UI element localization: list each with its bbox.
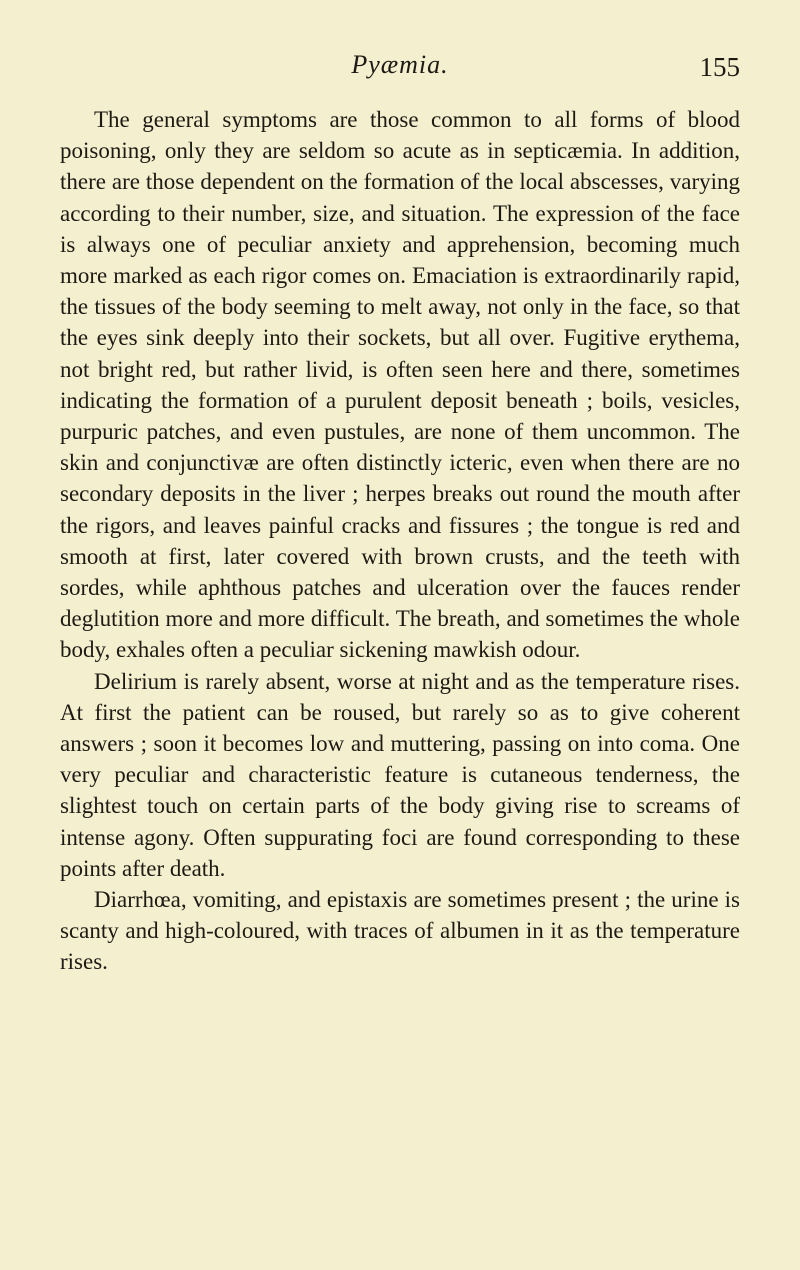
- paragraph-diarrhoea: Diarrhœa, vomiting, and epistaxis are sometimes present ; the urine is scanty and high-coloured, with traces of albumen in it as the temperature rises.: [60, 887, 740, 975]
- running-title: Pyæmia.: [351, 50, 449, 79]
- body-text: [60, 104, 740, 978]
- running-head: [60, 50, 740, 94]
- paragraph-general-symptoms: The general symptoms are those common to all forms of blood poisoning, only they are seldom so acute as in septicæmia. In addition, there are those dependent on the formation of the local abscesses, varying according to their number, size, and situation. The expression of the face is always one of peculiar anxiety and apprehension, becoming much more marked as each rigor comes on. Emaciation is extraordinarily rapid, the tissues of the body seeming to melt away, not only in the face, so that the eyes sink deeply into their sockets, but all over. Fugitive erythema, not bright red, but rather livid, is often seen here and there, sometimes indicating the formation of a purulent deposit beneath ; boils, vesicles, purpuric patches, and even pustules, are none of them uncommon. The skin and conjunctivæ are often distinctly icteric, even when there are no secondary deposits in the liver ; herpes breaks out round the mouth after the rigors, and leaves painful cracks and fissures ; the tongue is red and smooth at first, later covered with brown crusts, and the teeth with sordes, while aphthous patches and ulceration over the fauces render deglutition more and more difficult. The breath, and sometimes the whole body, exhales often a peculiar sickening mawkish odour.: [60, 107, 740, 663]
- paragraph-delirium: Delirium is rarely absent, worse at night and as the temperature rises. At first the patient can be roused, but rarely so as to give coherent answers ; soon it becomes low and muttering, passing on into coma. One very peculiar and characteristic feature is cutaneous tenderness, the slightest touch on certain parts of the body giving rise to screams of intense agony. Often suppurating foci are found corresponding to these points after death.: [60, 668, 740, 881]
- page-number: 155: [699, 52, 740, 82]
